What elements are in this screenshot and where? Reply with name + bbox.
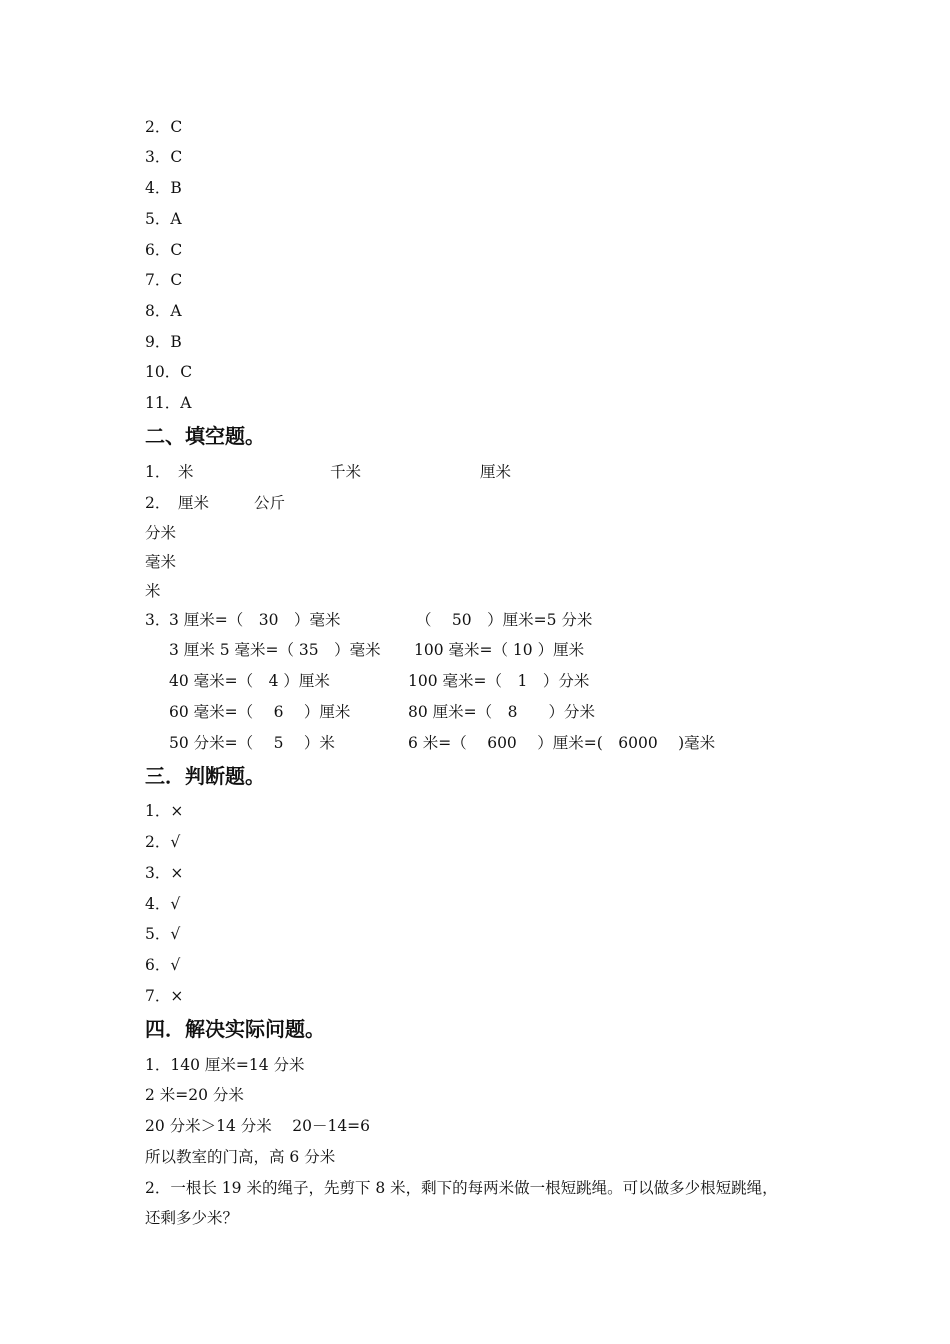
judge-answer: 7．×: [145, 987, 184, 1005]
answer-line: 7．C: [145, 271, 183, 289]
q1-answer-c: 厘米: [480, 463, 512, 481]
judge-answer: 5．√: [145, 925, 181, 943]
solution-line: 所以教室的门高，高 6 分米: [145, 1148, 336, 1166]
answer-line: 6．C: [145, 241, 183, 259]
q3-row1-right: （ 50 ）厘米=5 分米: [416, 611, 593, 629]
judge-answer: 4．√: [145, 895, 181, 913]
q3-row1-left: 3 厘米=（ 30 ）毫米: [169, 611, 341, 629]
q3-row4-left: 60 毫米=（ 6 ）厘米: [169, 703, 351, 721]
answer-line: 9．B: [145, 333, 182, 351]
judge-answer: 3．×: [145, 864, 184, 882]
section-heading-word-problems: 四．解决实际问题。: [145, 1017, 325, 1041]
answer-line: 3．C: [145, 148, 183, 166]
answer-line: 8．A: [145, 302, 182, 320]
answer-line: 11．A: [145, 394, 192, 412]
q3-row2-left: 3 厘米 5 毫米=（ 35 ）毫米: [169, 641, 381, 659]
solution-line: 20 分米＞14 分米 20－14=6: [145, 1117, 371, 1135]
judge-answer: 6．√: [145, 956, 181, 974]
problem-text: 还剩多少米？: [145, 1209, 239, 1227]
q3-row3-right: 100 毫米=（ 1 ）分米: [408, 672, 590, 690]
q1-answer-a: 米: [178, 463, 194, 481]
answer-line: 10．C: [145, 363, 193, 381]
problem-text: 2．一根长 19 米的绳子，先剪下 8 米，剩下的每两米做一根短跳绳。可以做多少根短跳绳，: [145, 1179, 778, 1197]
q3-row5-right: 6 米=（ 600 ）厘米=( 6000 )毫米: [408, 734, 716, 752]
solution-line: 2 米=20 分米: [145, 1086, 244, 1104]
q3-row4-right: 80 厘米=（ 8 ）分米: [408, 703, 595, 721]
q1-number: 1．: [145, 463, 171, 481]
q3-row3-left: 40 毫米=（ 4 ）厘米: [169, 672, 330, 690]
answer-line: 4．B: [145, 179, 182, 197]
q2-answer-line: 分米: [145, 524, 177, 542]
solution-line: 1．140 厘米=14 分米: [145, 1056, 305, 1074]
q2-number: 2．: [145, 494, 171, 512]
q3-row2-right: 100 毫米=（ 10 ）厘米: [414, 641, 585, 659]
judge-answer: 2．√: [145, 833, 181, 851]
q2-answer-a: 厘米: [178, 494, 210, 512]
q2-answer-line: 米: [145, 582, 161, 600]
q3-row5-left: 50 分米=（ 5 ）米: [169, 734, 335, 752]
section-heading-fill-blank: 二、填空题。: [145, 424, 265, 448]
q2-answer-b: 公斤: [254, 494, 286, 512]
q1-answer-b: 千米: [330, 463, 362, 481]
section-heading-true-false: 三．判断题。: [145, 764, 265, 788]
judge-answer: 1．×: [145, 802, 184, 820]
q3-number: 3．: [145, 611, 171, 629]
answer-line: 2．C: [145, 118, 183, 136]
answer-line: 5．A: [145, 210, 182, 228]
q2-answer-line: 毫米: [145, 553, 177, 571]
